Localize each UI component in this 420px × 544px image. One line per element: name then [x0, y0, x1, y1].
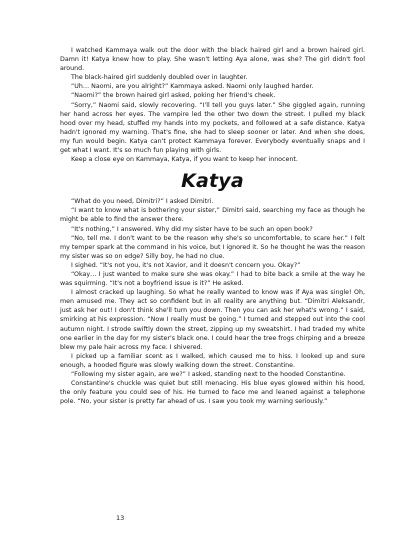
paragraph: “What do you need, Dimitri?” I asked Dimitri. [71, 198, 214, 206]
page-number: 13 [116, 514, 125, 522]
paragraph: “Uh… Naomi, are you alright?” Kammaya asked. Naomi only laughed harder. [71, 83, 314, 91]
paragraph: Constantine's chuckle was quiet but still menacing. His blue eyes glowed within his hood, the only feature you could see of his. He turned to face me and leaned against a telephone pole. “No, your sister is pretty far ahead of us. I saw you took my warning seriously.” [60, 380, 365, 406]
paragraph: “It's nothing,” I answered. Why did my sister have to be such an open book? [71, 225, 313, 233]
paragraph: I sighed. “It's not you, it's not Xavior, and it doesn't concern you. Okay?” [71, 261, 301, 269]
paragraph: I picked up a familiar scent as I walked, which caused me to hiss. I looked up and sure enough, a hooded figure was slowly walking down the street. Constantine. [60, 352, 365, 369]
page-body [60, 46, 365, 516]
paragraph: “I want to know what is bothering your sister,” Dimitri said, searching my face as though he might be able to find the answer there. [60, 207, 365, 224]
paragraph: I almost cracked up laughing. So what he really wanted to know was if Aya was single! Oh, men amused me. They act so confident but in all reality are anything but. “Dimitri Aleksandr, just ask her out! I don't think she'll turn you down. Then you can ask her what's wrong.” I said, smirking at his expression. “Now I really must be going.” I turned and stepped out into the cool autumn night. I strode swiftly down the street, zipping up my sweatshirt. I had traded my white one earlier in the day for my sister's black one. I could hear the tree frogs chirping and a breeze blew my pale hair across my face. I shivered. [60, 289, 365, 351]
paragraph: “Following my sister again, are we?” I asked, standing next to the hooded Constantine. [71, 371, 346, 378]
paragraph: The black-haired girl suddenly doubled over in laughter. [71, 74, 248, 82]
section-heading: Katya [181, 170, 244, 193]
paragraph: Keep a close eye on Kammaya, Katya, if you want to keep her innocent. [71, 156, 298, 164]
paragraph: “No, tell me. I don't want to be the reason why she's so uncomfortable, to scare her.” I felt my temper spark at the command in his voice, but I ignored it. So he thought he was the reason my sister was so on edge? Silly boy, he had no clue. [60, 234, 365, 260]
section-katya [60, 197, 365, 406]
paragraph: “Sorry,” Naomi said, slowly recovering. “I'll tell you guys later.” She giggled again, running her hand across her eyes. The vampire led the other two down the street. I pulled my black hood over my head, stuffed my hands into my pockets, and followed at a safe distance. Katya hadn't ignored my warning. That's fine, she had to sleep sooner or later. And when she does, my fun would begin. Katya can't protect Kammaya forever. Everybody eventually snaps and I get what I want. It's so much fun playing with girls. [60, 101, 365, 155]
paragraph: I watched Kammaya walk out the door with the black haired girl and a brown haired girl. Damn it! Katya knew how to play. She wasn't letting Aya alone, was she? The girl didn't fool around. [60, 47, 365, 73]
paragraph: “Naomi?” the brown haired girl asked, poking her friend's cheek. [71, 92, 276, 100]
paragraph: “Okay… I just wanted to make sure she was okay.” I had to bite back a smile at the way he was squirming. “It's not a boyfriend issue is it?” He asked. [60, 270, 365, 288]
section-narrative [60, 46, 365, 164]
